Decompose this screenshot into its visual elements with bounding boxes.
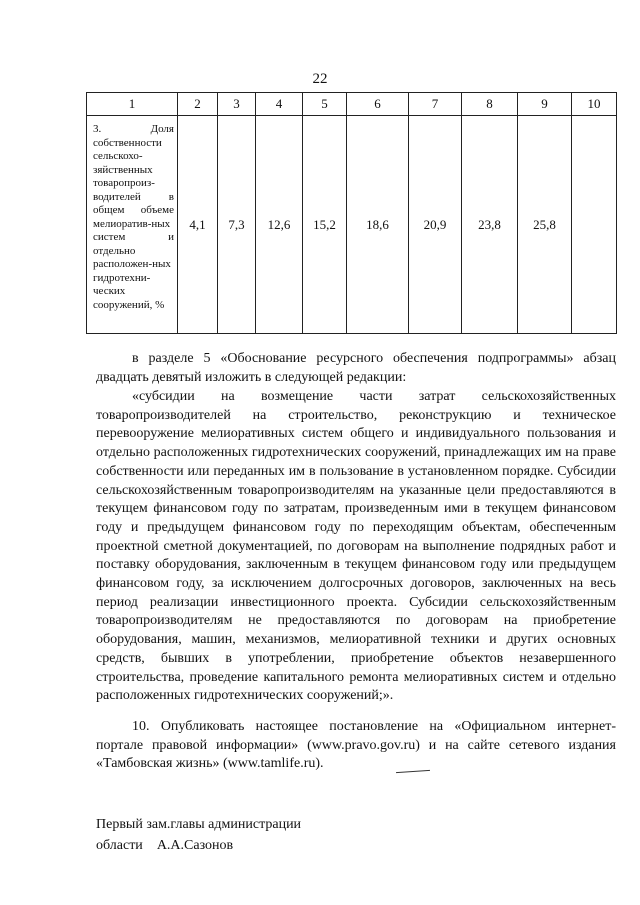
- table-header-cell: 9: [518, 93, 572, 116]
- subsidy-text-paragraph: «субсидии на возмещение части затрат сельскохозяйственных товаропроизводителей на строительство, реконструкцию и техническое перевооружение мелиоративных систем общего и индивидуального пользования и отдельно расположенных гидротехнических сооружений, принадлежащих им на праве собственности или переданных им в пользование в установленном порядке. Субсидии сельскохозяйственным товаропроизводителям на указанные цели предоставляются в текущем финансовом году по затратам, произведенным ими в текущем финансовом году и предыдущем финансовом году по переходящим объектам, обеспеченным проектной сметной документацией, по договорам на выполнение подрядных работ и поставку оборудования, заключенным в текущем финансовом году или предыдущем финансовом году, за исключением долгосрочных договоров, заключенных на весь период реализации инвестиционного проекта. Субсидии сельскохозяйственным товаропроизводителям не предоставляются по договорам на приобретение оборудования, машин, механизмов, мелиоративной техники и других основных средств, бывших в употреблении, приобретение объектов незавершенного строительства, проведение капитального ремонта мелиоративных систем и отдельно расположенных гидротехнических сооружений;».: [96, 389, 616, 704]
- table-header-row: [87, 93, 617, 116]
- indicator-label: 3. Доля собственности сельскохо-зяйственных товаропроиз-водителей в общем объеме мелиоратив-ных систем и отдельно расположен-ных гидротехни-ческих сооружений, %: [87, 116, 178, 334]
- table-value-cell: 25,8: [518, 116, 572, 334]
- table-header-cell: 1: [87, 93, 178, 116]
- signature-line: [96, 836, 233, 856]
- table-value-cell: 12,6: [256, 116, 303, 334]
- indicator-table: [86, 92, 617, 334]
- signatory-name: А.А.Сазонов: [156, 838, 234, 853]
- table-row: [87, 116, 617, 334]
- table-header-cell: 10: [572, 93, 617, 116]
- signature-region: области: [96, 838, 143, 853]
- table-header-cell: 2: [178, 93, 218, 116]
- signature-position: Первый зам.главы администрации: [96, 817, 302, 832]
- table-header-cell: 3: [218, 93, 256, 116]
- table-value-cell: 20,9: [409, 116, 462, 334]
- amendment-intro-paragraph: в разделе 5 «Обоснование ресурсного обеспечения подпрограммы» абзац двадцать девятый изложить в следующей редакции:: [96, 351, 616, 385]
- table-header-cell: 5: [303, 93, 347, 116]
- table-value-cell: 4,1: [178, 116, 218, 334]
- table-value-cell: 7,3: [218, 116, 256, 334]
- table-value-cell: 18,6: [347, 116, 409, 334]
- page-number: 22: [312, 71, 328, 87]
- table-value-cell: 15,2: [303, 116, 347, 334]
- publication-paragraph: 10. Опубликовать настоящее постановление на «Официальном интернет-портале правовой информации» (www.pravo.gov.ru) и на сайте сетевого издания «Тамбовская жизнь» (www.tamlife.ru).: [96, 719, 616, 772]
- table-header-cell: 8: [462, 93, 518, 116]
- table-value-cell: [572, 116, 617, 334]
- table-header-cell: 6: [347, 93, 409, 116]
- table-value-cell: 23,8: [462, 116, 518, 334]
- table-header-cell: 7: [409, 93, 462, 116]
- table-header-cell: 4: [256, 93, 303, 116]
